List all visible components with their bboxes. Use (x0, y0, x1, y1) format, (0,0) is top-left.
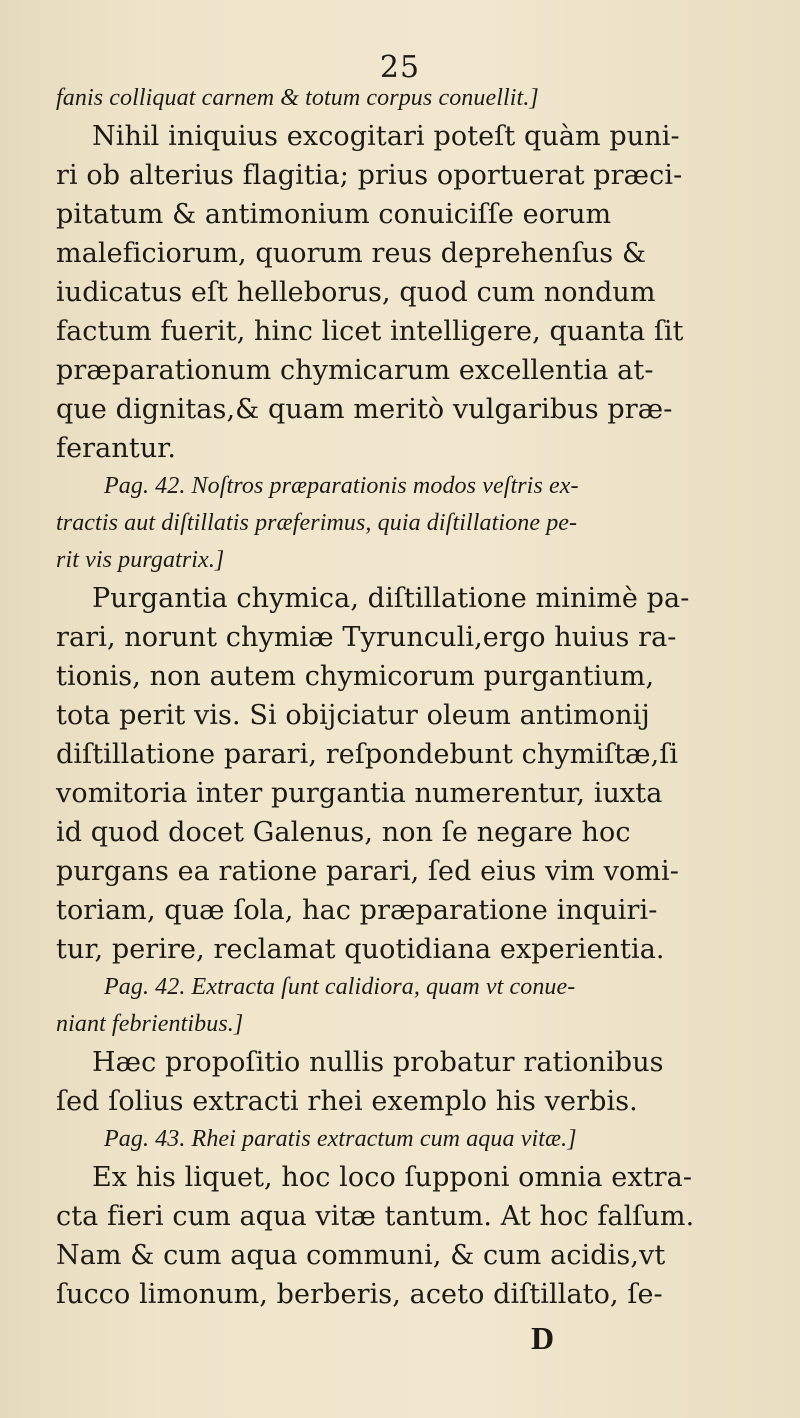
body-text (56, 80, 746, 1314)
text-line: præparationum chymicarum excellentia at- (56, 355, 654, 386)
text-line: tota perit vis. Si obijciatur oleum antimonij (56, 700, 650, 731)
text-line: Pag. 42. Noſtros præparationis modos veſtris ex- (104, 473, 579, 499)
text-line: ferantur. (56, 433, 177, 464)
text-line: Pag. 42. Extracta ſunt calidiora, quam vt conue- (104, 974, 576, 1000)
text-line: que dignitas,& quam meritò vulgaribus præ- (56, 394, 673, 425)
text-line: niant febrientibus.] (56, 1011, 244, 1037)
text-line: toriam, quæ ſola, hac præparatione inquiri- (56, 895, 658, 926)
text-line: ſucco limonum, berberis, aceto diſtillato, ſe- (56, 1279, 663, 1310)
text-line: ſed ſolius extracti rhei exemplo his verbis. (56, 1086, 638, 1117)
text-line: Ex his liquet, hoc loco ſupponi omnia extra- (92, 1162, 693, 1193)
text-line: vomitoria inter purgantia numerentur, iuxta (56, 778, 663, 809)
text-line: Nam & cum aqua communi, & cum acidis,vt (56, 1240, 666, 1271)
text-line: rari, norunt chymiæ Tyrunculi,ergo huius ra- (56, 622, 677, 653)
signature-mark: D (531, 1320, 555, 1356)
text-line: fanis colliquat carnem & totum corpus conuellit.] (56, 85, 539, 111)
page-number: 25 (379, 50, 421, 85)
text-line: iudicatus eſt helleborus, quod cum nondum (56, 277, 656, 308)
text-line: purgans ea ratione parari, ſed eius vim vomi- (56, 856, 679, 887)
text-line: rit vis purgatrix.] (56, 547, 225, 573)
text-line: Nihil iniquius excogitari poteſt quàm puni- (92, 121, 680, 152)
text-line: id quod docet Galenus, non ſe negare hoc (56, 817, 631, 848)
text-line: Pag. 43. Rhei paratis extractum cum aqua vitæ.] (104, 1126, 577, 1152)
text-line: Hæc propoſitio nullis probatur rationibus (92, 1047, 664, 1078)
text-line: tionis, non autem chymicorum purgantium, (56, 661, 655, 692)
text-line: diſtillatione parari, reſpondebunt chymiſtæ,ſi (56, 739, 679, 770)
text-line: pitatum & antimonium conuiciſſe eorum (56, 199, 612, 230)
text-line: Purgantia chymica, diſtillatione minimè pa- (92, 583, 690, 614)
text-line: tur, perire, reclamat quotidiana experientia. (56, 934, 665, 965)
text-line: maleficiorum, quorum reus deprehenſus & (56, 238, 647, 269)
text-line: factum fuerit, hinc licet intelligere, quanta ſit (56, 316, 684, 347)
text-line: tractis aut diſtillatis præferimus, quia diſtillatione pe- (56, 510, 578, 536)
text-line: cta fieri cum aqua vitæ tantum. At hoc falſum. (56, 1201, 695, 1232)
text-line: ri ob alterius flagitia; prius oportuerat præci- (56, 160, 683, 191)
